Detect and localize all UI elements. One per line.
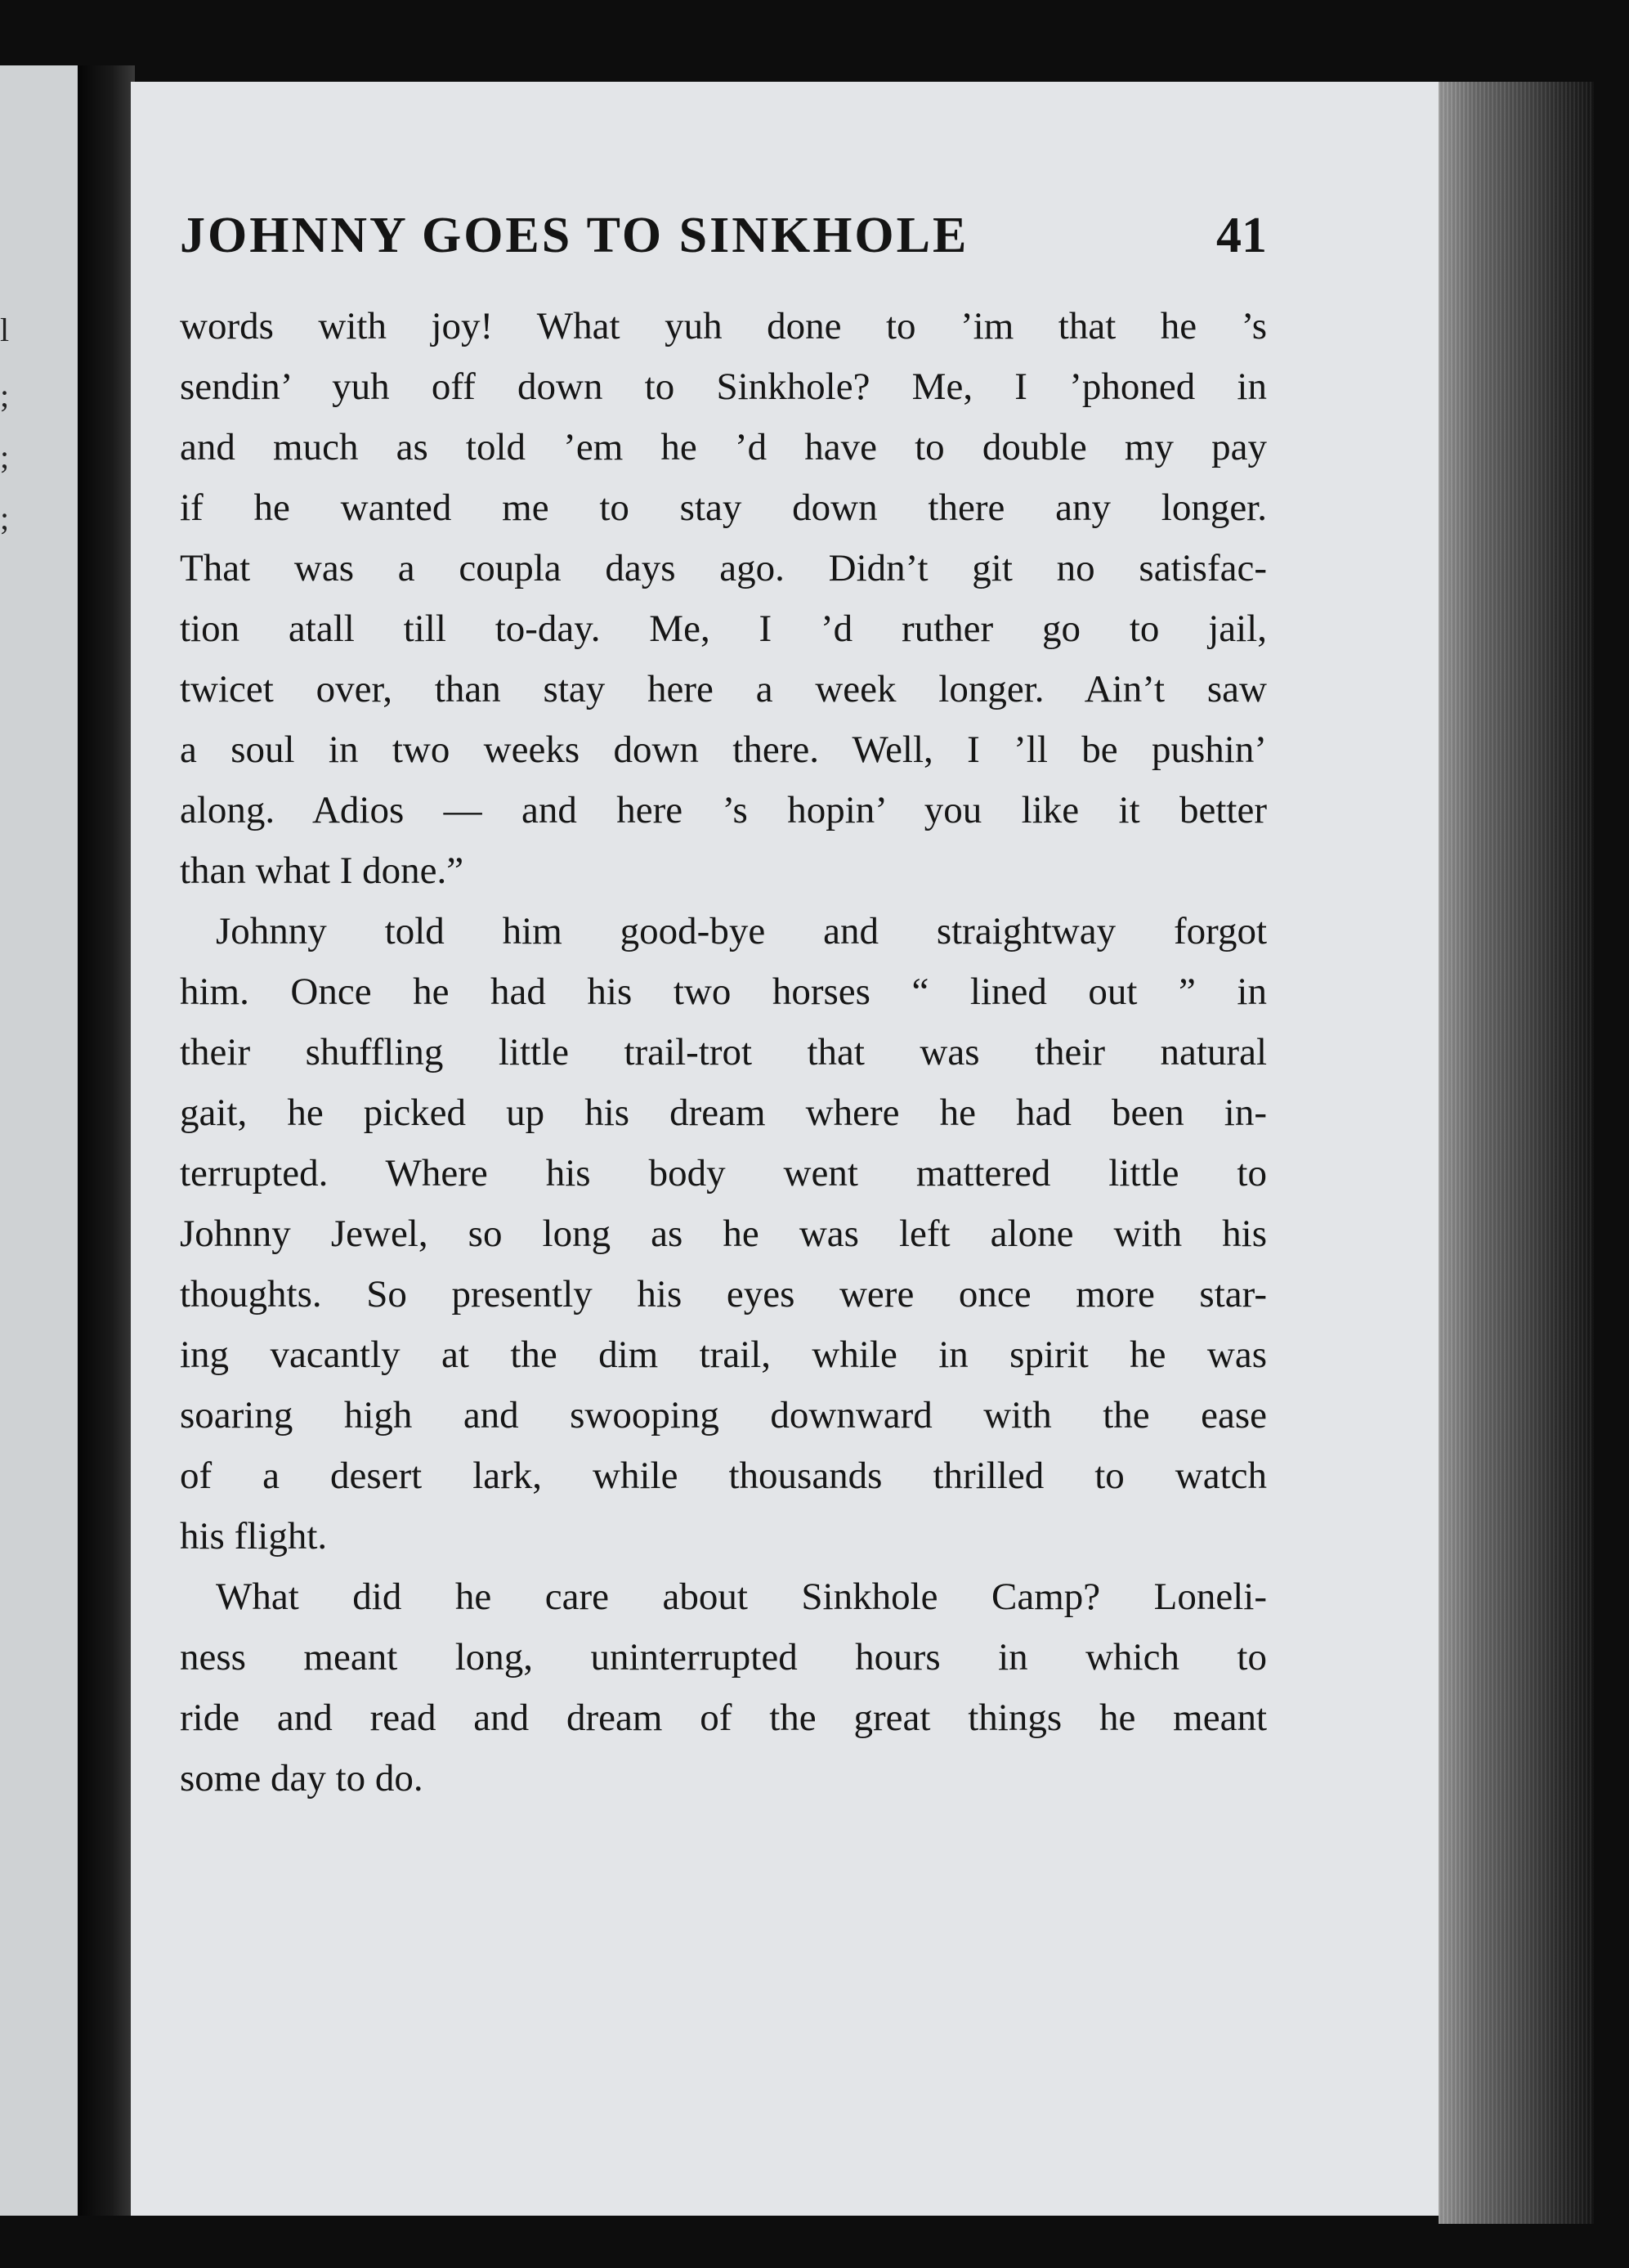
text-line: That was a coupla days ago. Didn’t git no satisfac-	[180, 547, 1267, 589]
text-line: ing vacantly at the dim trail, while in spirit he was	[180, 1333, 1267, 1376]
running-head	[180, 203, 1267, 268]
text-line: gait, he picked up his dream where he had been in-	[180, 1091, 1267, 1134]
text-line: along. Adios — and here ’s hopin’ you like it better	[180, 789, 1267, 831]
left-page-mark: ;	[0, 500, 10, 536]
left-page-mark: l	[0, 312, 10, 348]
text-line: sendin’ yuh off down to Sinkhole? Me, I ’phoned in	[180, 365, 1267, 408]
text-line: of a desert lark, while thousands thrilled to watch	[180, 1454, 1267, 1497]
text-line: ride and read and dream of the great things he meant	[180, 1697, 1267, 1739]
text-line: some day to do.	[180, 1757, 423, 1800]
book-page-edges	[1439, 82, 1594, 2224]
text-line: words with joy! What yuh done to ’im that he ’s	[180, 305, 1267, 347]
text-line: a soul in two weeks down there. Well, I ’ll be pushin’	[180, 728, 1267, 771]
text-line: twicet over, than stay here a week longer. Ain’t saw	[180, 668, 1267, 710]
text-line: terrupted. Where his body went mattered little to	[180, 1152, 1267, 1195]
text-line: Johnny told him good-bye and straightway forgot	[216, 910, 1267, 952]
text-line: and much as told ’em he ’d have to double my pay	[180, 426, 1267, 468]
chapter-title: JOHNNY GOES TO SINKHOLE	[180, 208, 969, 263]
text-line: tion atall till to-day. Me, I ’d ruther go to jail,	[180, 607, 1267, 650]
text-line: thoughts. So presently his eyes were once more star-	[180, 1273, 1267, 1316]
text-line: soaring high and swooping downward with the ease	[180, 1394, 1267, 1437]
book-gutter	[78, 65, 135, 2216]
book-page	[131, 82, 1439, 2216]
text-line: than what I done.”	[180, 849, 464, 892]
text-line: ness meant long, uninterrupted hours in which to	[180, 1636, 1267, 1679]
text-line: their shuffling little trail-trot that was their natural	[180, 1031, 1267, 1073]
left-page-mark: ;	[0, 377, 10, 414]
body-text	[180, 296, 1267, 1809]
text-line: What did he care about Sinkhole Camp? Loneli-	[216, 1575, 1267, 1618]
text-line: him. Once he had his two horses “ lined out ” in	[180, 970, 1267, 1013]
text-line: his flight.	[180, 1515, 328, 1558]
left-page-mark: ;	[0, 438, 10, 475]
text-line: if he wanted me to stay down there any longer.	[180, 486, 1267, 529]
text-line: Johnny Jewel, so long as he was left alone with his	[180, 1212, 1267, 1255]
left-page-edge	[0, 65, 78, 2216]
page-number: 41	[1216, 208, 1267, 263]
